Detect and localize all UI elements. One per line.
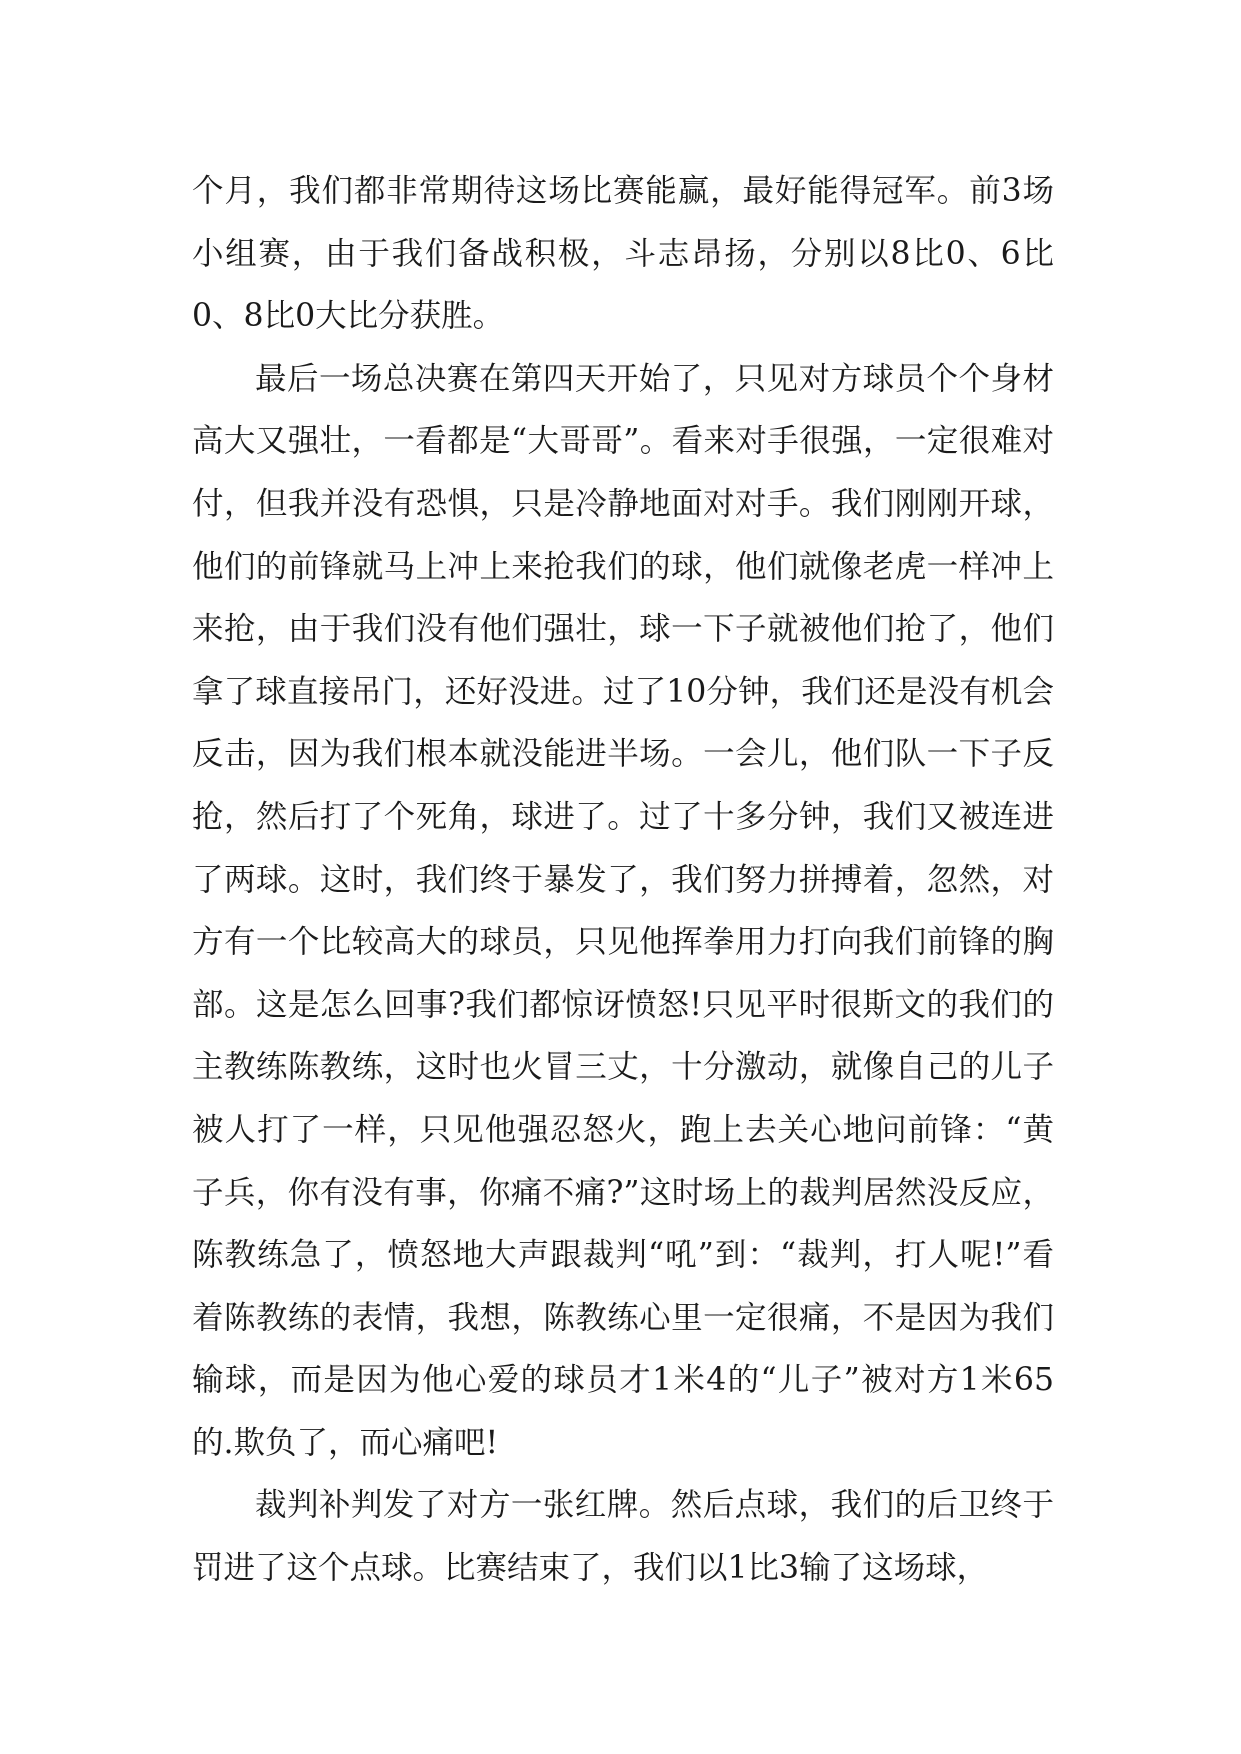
essay-body bbox=[192, 160, 1054, 1600]
paragraph-3: 裁判补判发了对方一张红牌。然后点球，我们的后卫终于罚进了这个点球。比赛结束了，我们以1比3输了这场球， bbox=[192, 1487, 1054, 1587]
paragraph-2: 最后一场总决赛在第四天开始了，只见对方球员个个身材高大又强壮，一看都是“大哥哥”。看来对手很强，一定很难对付，但我并没有恐惧，只是冷静地面对对手。我们刚刚开球，他们的前锋就马上冲上来抢我们的球，他们就像老虎一样冲上来抢，由于我们没有他们强壮，球一下子就被他们抢了，他们拿了球直接吊门，还好没进。过了10分钟，我们还是没有机会反击，因为我们根本就没能进半场。一会儿，他们队一下子反抢，然后打了个死角，球进了。过了十多分钟，我们又被连进了两球。这时，我们终于暴发了，我们努力拼搏着，忽然，对方有一个比较高大的球员，只见他挥拳用力打向我们前锋的胸部。这是怎么回事?我们都惊讶愤怒!只见平时很斯文的我们的主教练陈教练，这时也火冒三丈，十分激动，就像自己的儿子被人打了一样，只见他强忍怒火，跑上去关心地问前锋：“黄子兵，你有没有事，你痛不痛?”这时场上的裁判居然没反应，陈教练急了，愤怒地大声跟裁判“吼”到：“裁判，打人呢!”看着陈教练的表情，我想，陈教练心里一定很痛，不是因为我们输球，而是因为他心爱的球员才1米4的“儿子”被对方1米65的.欺负了，而心痛吧! bbox=[192, 360, 1054, 1461]
paragraph-1: 个月，我们都非常期待这场比赛能赢，最好能得冠军。前3场小组赛，由于我们备战积极，斗志昂扬，分别以8比0、6比0、8比0大比分获胜。 bbox=[192, 173, 1054, 335]
